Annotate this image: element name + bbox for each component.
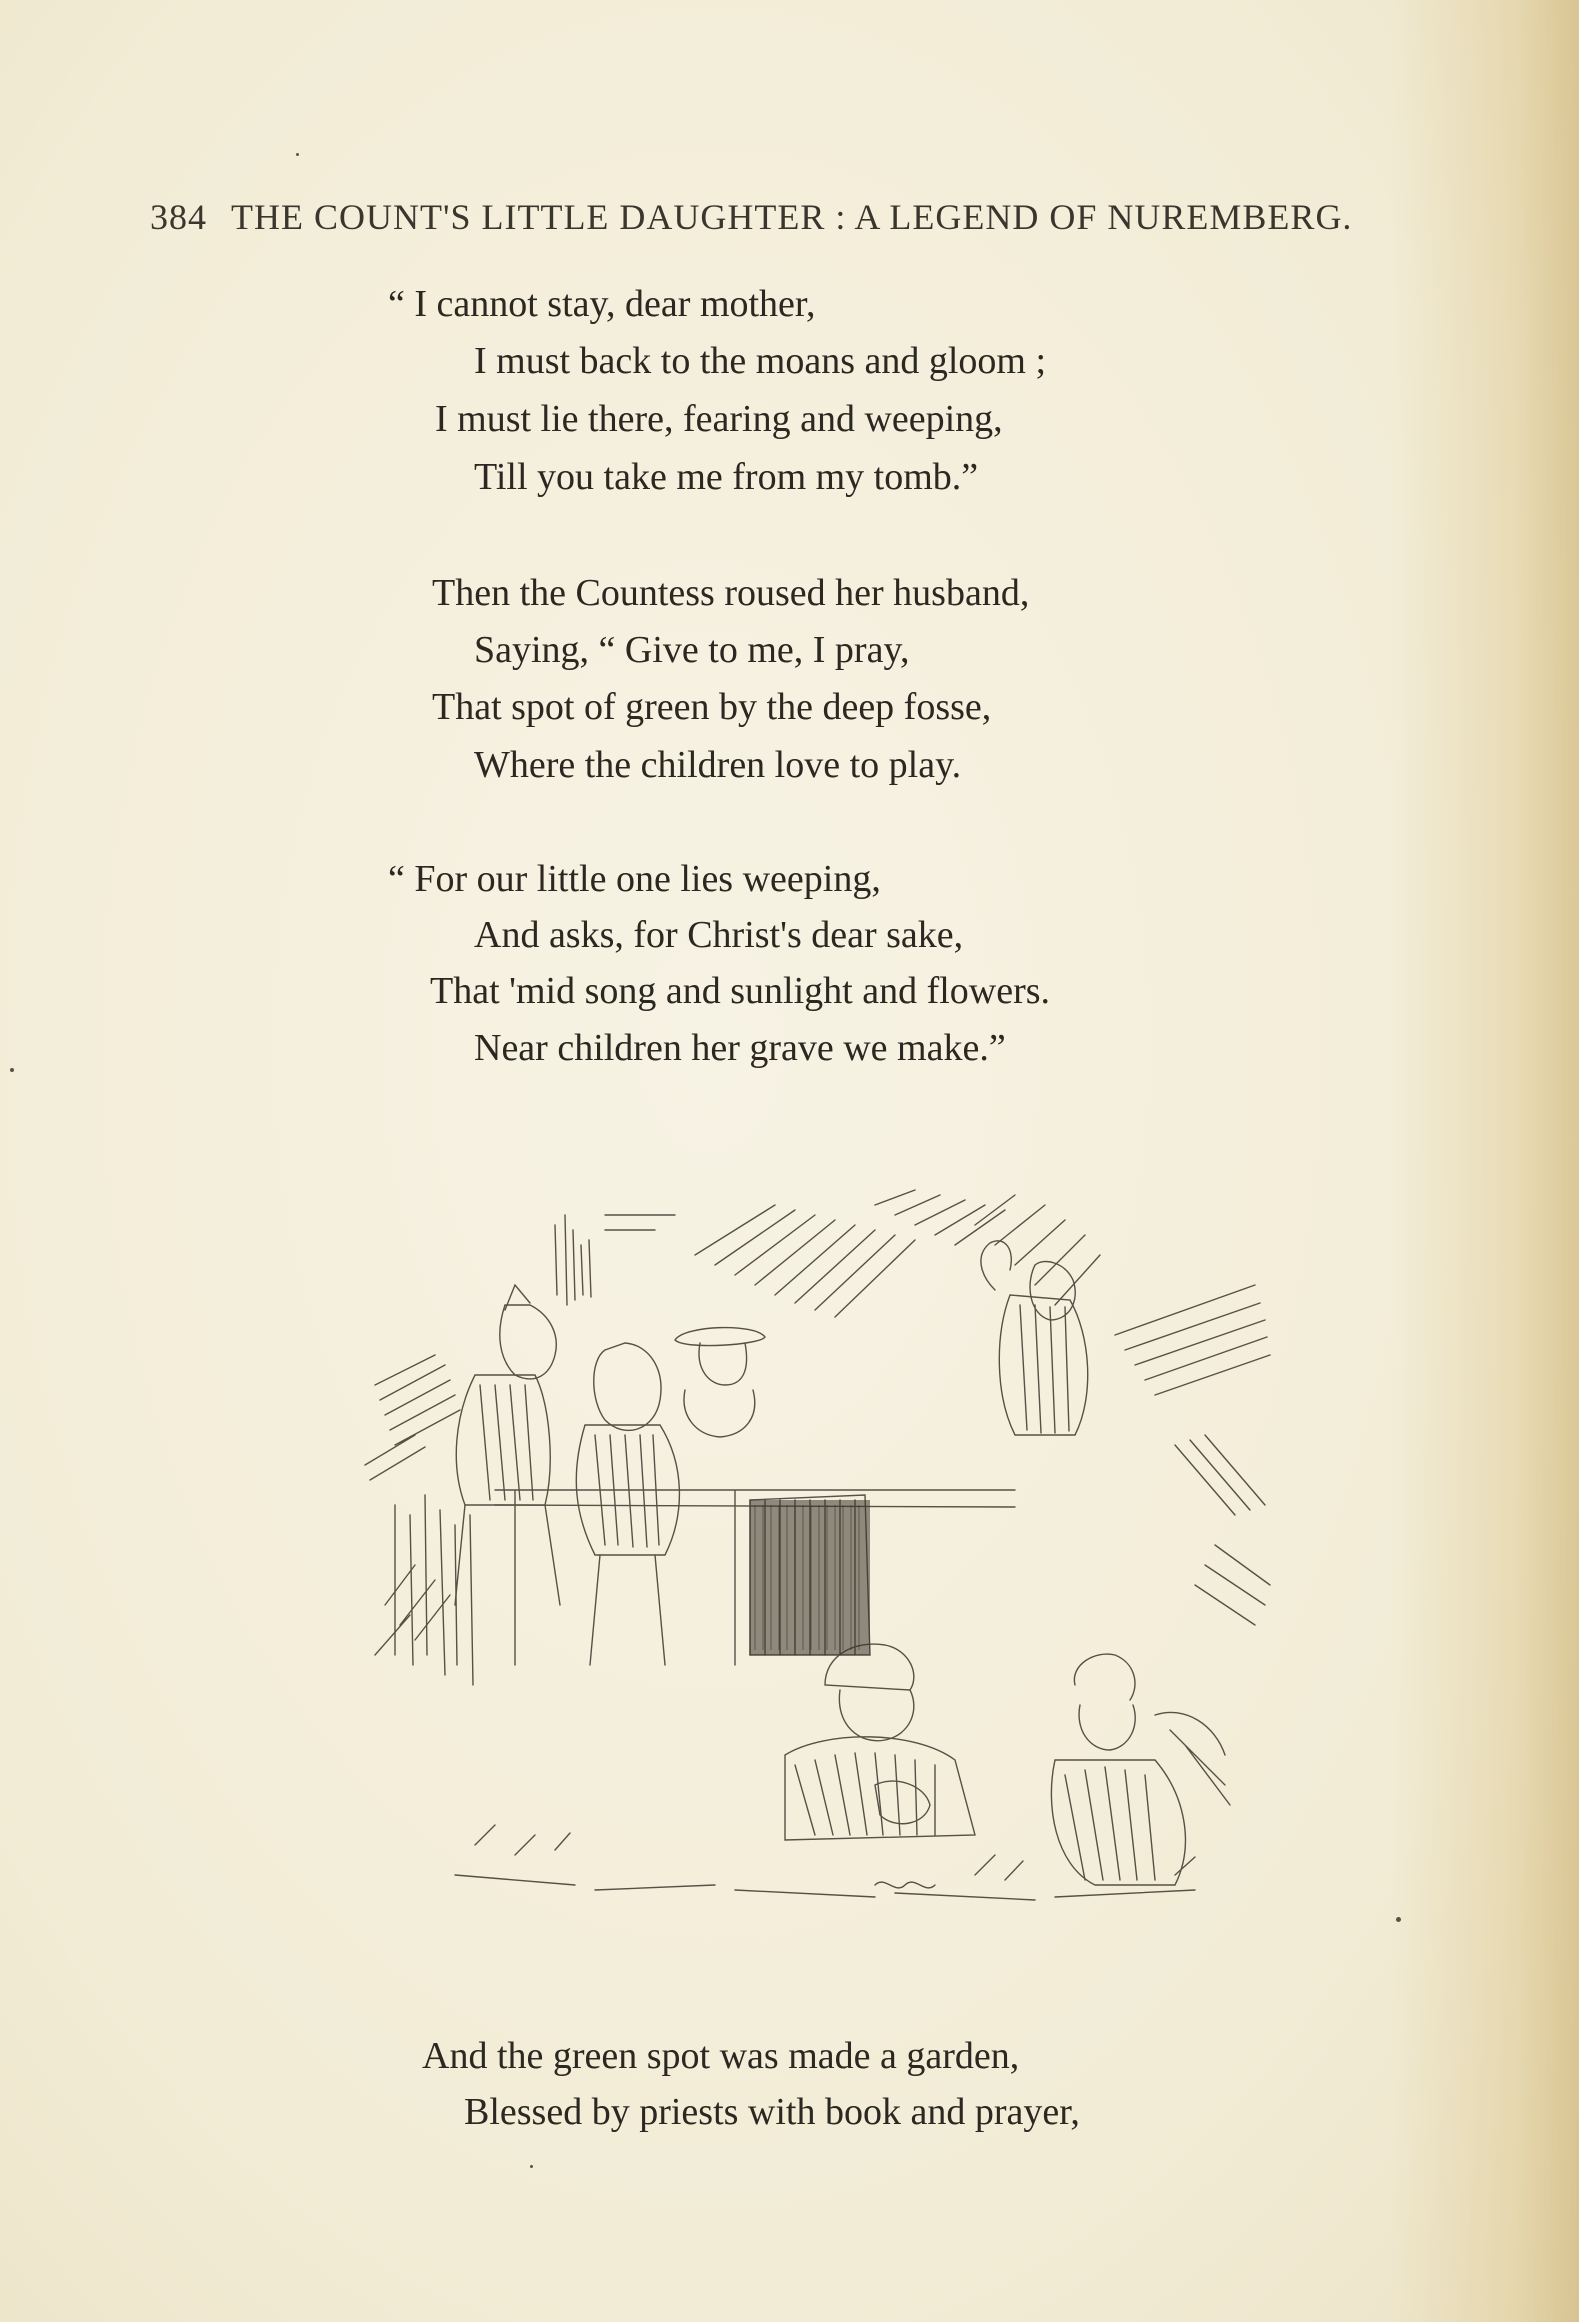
verse-line: Where the children love to play. — [474, 744, 962, 786]
verse-line: Near children her grave we make.” — [474, 1027, 1006, 1069]
verse-line: Blessed by priests with book and prayer, — [464, 2091, 1080, 2133]
verse-line: Till you take me from my tomb.” — [474, 456, 979, 498]
verse-line: I must lie there, fearing and weeping, — [435, 398, 1003, 440]
verse-line: “ For our little one lies weeping, — [388, 858, 881, 900]
verse-line: Then the Countess roused her husband, — [432, 572, 1030, 614]
running-header — [150, 196, 1490, 238]
verse-line: That spot of green by the deep fosse, — [432, 686, 992, 728]
paper-speck — [296, 153, 299, 156]
verse-line: That 'mid song and sunlight and flowers. — [430, 970, 1051, 1012]
paper-speck — [10, 1068, 14, 1072]
verse-line: And the green spot was made a garden, — [422, 2035, 1020, 2077]
verse-line: And asks, for Christ's dear sake, — [474, 914, 964, 956]
verse-line: “ I cannot stay, dear mother, — [388, 283, 816, 325]
paper-speck — [530, 2165, 533, 2168]
verse-line: I must back to the moans and gloom ; — [474, 340, 1047, 382]
page-number: 384 — [150, 197, 207, 237]
running-title: THE COUNT'S LITTLE DAUGHTER : A LEGEND OF NUREMBERG. — [231, 197, 1353, 237]
paper-speck — [1396, 1917, 1401, 1922]
verse-line: Saying, “ Give to me, I pray, — [474, 629, 910, 671]
engraving-illustration — [355, 1185, 1275, 1930]
